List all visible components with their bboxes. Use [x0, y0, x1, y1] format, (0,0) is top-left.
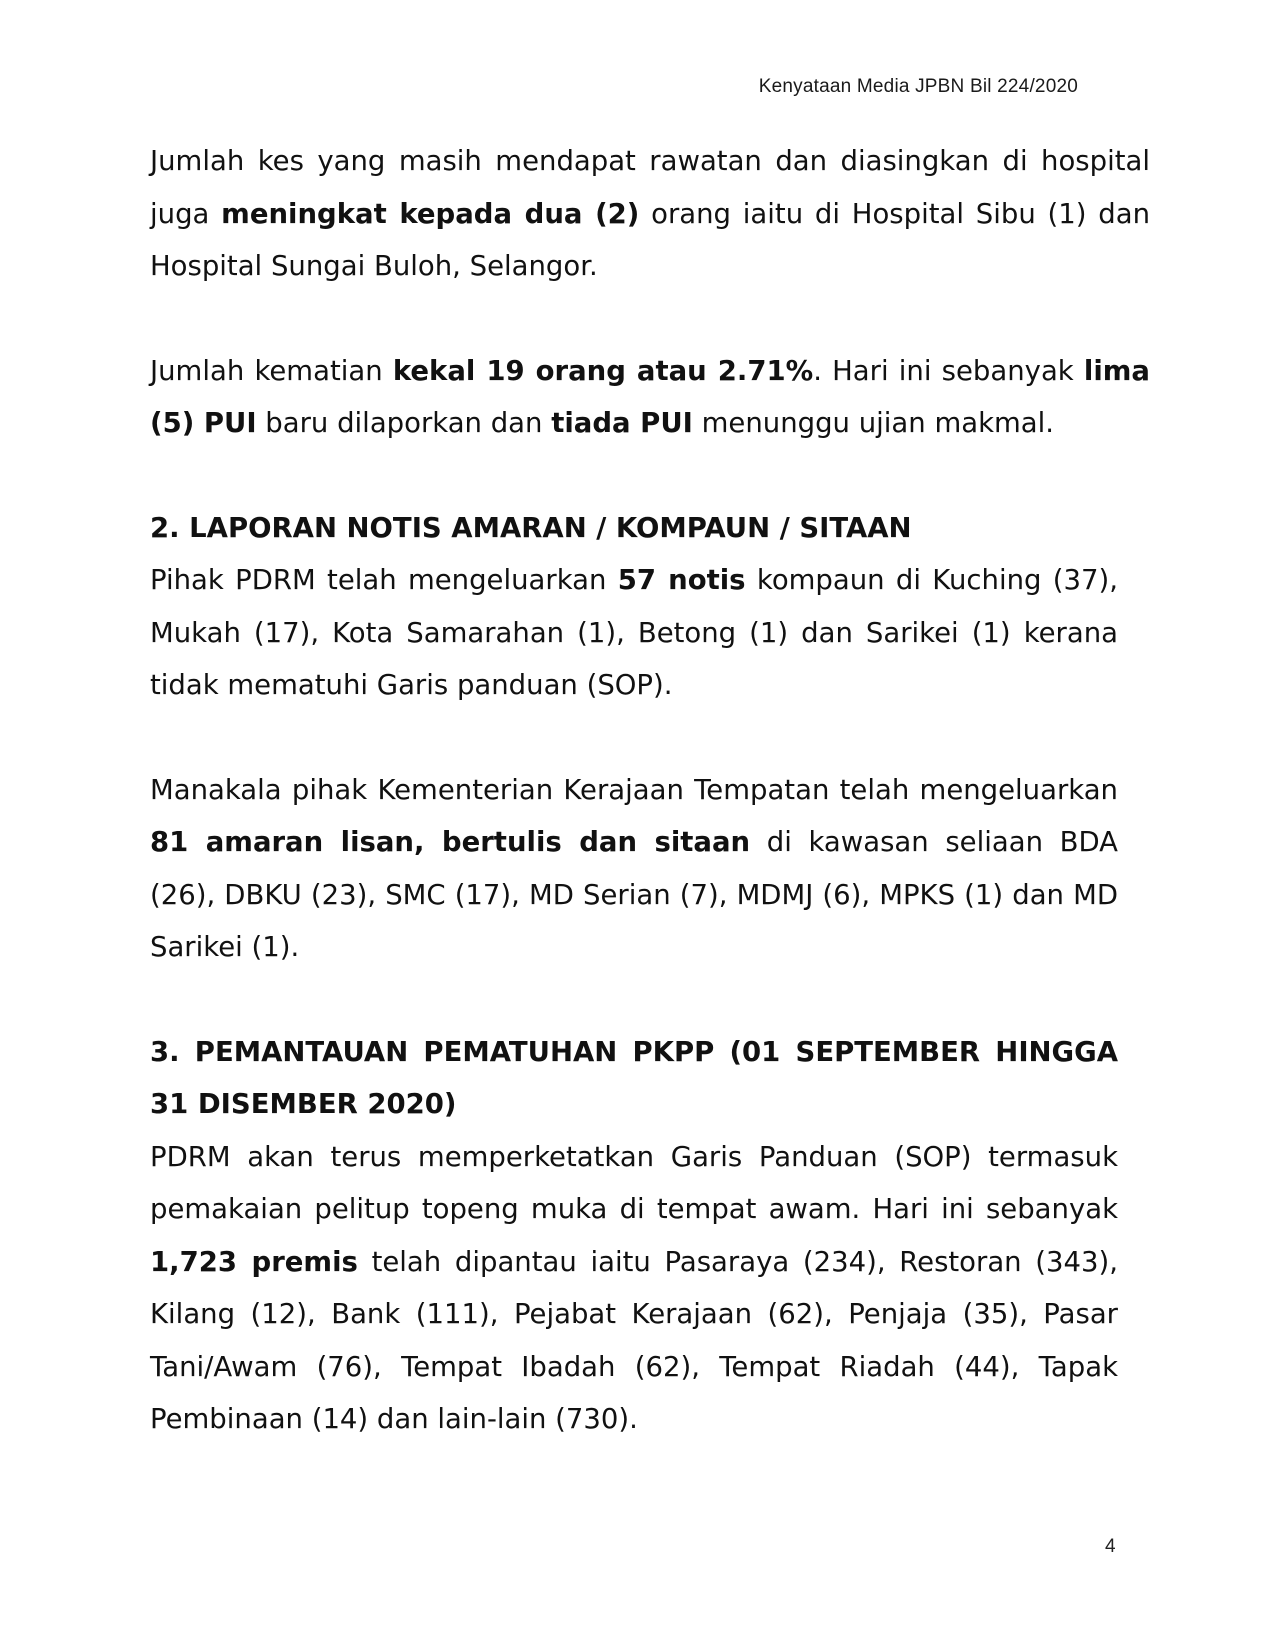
- text-run: Jumlah kematian: [150, 354, 393, 387]
- page-number: 4: [1105, 1536, 1116, 1557]
- text-run: di kawasan seliaan BDA (26), DBKU (23), SMC (17), MD Serian (7), MDMJ (6), MPKS (1) dan MD Sarikei (1).: [150, 826, 1118, 963]
- text-run: kompaun di Kuching (37), Mukah (17), Kota Samarahan (1), Betong (1) dan Sarikei (1) kerana tidak mematuhi Garis panduan (SOP).: [150, 564, 1118, 701]
- document-reference-header: Kenyataan Media JPBN Bil 224/2020: [758, 76, 1078, 97]
- section-2-heading: 2. LAPORAN NOTIS AMARAN / KOMPAUN / SITAAN: [150, 511, 912, 544]
- text-run: Manakala pihak Kementerian Kerajaan Tempatan telah mengeluarkan: [150, 773, 1118, 806]
- paragraph-pdrm-compounds: [150, 554, 1118, 712]
- bold-text-run: 1,723 premis: [150, 1245, 358, 1278]
- paragraph-spacer: [150, 450, 1150, 502]
- text-run: orang iaitu di Hospital Sibu (1) dan Hospital Sungai Buloh, Selangor.: [150, 197, 1151, 282]
- paragraph-premises-monitoring: [150, 1131, 1118, 1446]
- text-run: Jumlah kes yang masih mendapat rawatan dan diasingkan di hospital juga: [150, 145, 1150, 230]
- bold-text-run: 57 notis: [617, 564, 746, 596]
- bold-text-run: meningkat kepada dua (2): [221, 197, 640, 230]
- bold-text-run: 81 amaran lisan, bertulis dan sitaan: [150, 826, 751, 858]
- section-3-heading: 3. PEMANTAUAN PEMATUHAN PKPP (01 SEPTEMBER HINGGA 31 DISEMBER 2020): [150, 1035, 1118, 1120]
- paragraph-spacer: [150, 974, 1150, 1026]
- bold-text-run: tiada PUI: [551, 407, 693, 439]
- text-run: Pihak PDRM telah mengeluarkan: [150, 564, 618, 596]
- text-run: . Hari ini sebanyak: [813, 354, 1084, 387]
- bold-text-run: kekal 19 orang atau 2.71%: [392, 354, 814, 387]
- paragraph-deaths-pui: [150, 345, 1150, 450]
- text-run: PDRM akan terus memperketatkan Garis Panduan (SOP) termasuk pemakaian pelitup topeng muka di tempat awam. Hari ini sebanyak: [150, 1140, 1118, 1225]
- paragraph-spacer: [150, 293, 1150, 345]
- paragraph-spacer: [150, 712, 1150, 764]
- text-run: baru dilaporkan dan: [256, 407, 552, 439]
- text-run: menunggu ujian makmal.: [692, 407, 1055, 439]
- bold-text-run: lima (5) PUI: [150, 354, 1150, 439]
- paragraph-local-gov-warnings: [150, 764, 1118, 974]
- text-run: telah dipantau iaitu Pasaraya (234), Restoran (343), Kilang (12), Bank (111), Pejabat Kerajaan (62), Penjaja (35), Pasar Tani/Awam (76), Tempat Ibadah (62), Tempat Riadah (44), Tapak Pembinaan (14) dan lain-lain (730).: [150, 1245, 1118, 1435]
- paragraph-hospital-cases: [150, 135, 1150, 293]
- document-body: [150, 135, 1150, 1446]
